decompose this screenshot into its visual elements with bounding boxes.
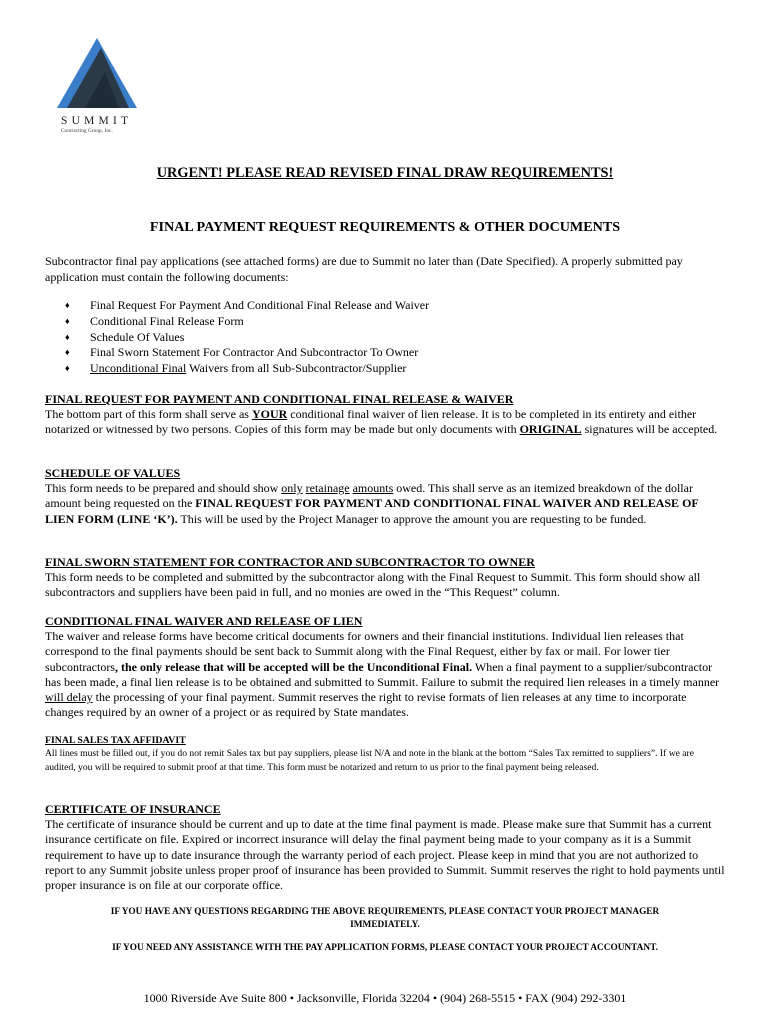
section-heading: FINAL SALES TAX AFFIDAVIT (45, 735, 186, 746)
intro-paragraph: Subcontractor final pay applications (see attached forms) are due to Summit no later than (Date Specified). A properly submitted pay application must contain the following documents: (45, 254, 683, 284)
section-heading: SCHEDULE OF VALUES (45, 466, 181, 480)
logo-name: SUMMIT (61, 115, 133, 127)
list-item: ♦ Final Request For Payment And Conditional Final Release and Waiver (65, 298, 430, 312)
diamond-bullet-icon: ♦ (65, 315, 70, 326)
section-schedule-of-values (45, 466, 725, 527)
summit-logo (55, 36, 145, 134)
section-heading: FINAL SWORN STATEMENT FOR CONTRACTOR AND SUBCONTRACTOR TO OWNER (45, 555, 535, 569)
footer-separator: • (432, 991, 438, 1005)
section-heading: CONDITIONAL FINAL WAIVER AND RELEASE OF LIEN (45, 614, 363, 628)
diamond-bullet-icon: ♦ (65, 363, 70, 374)
list-item: ♦ Final Sworn Statement For Contractor And Subcontractor To Owner (65, 345, 419, 360)
section-body: All lines must be filled out, if you do not remit Sales tax but pay suppliers, please list N/A and note in the blank at the bottom “Sales Tax remitted to suppliers”. If we are audited, you will be required to submit proof at that time. This form must be notarized and return to us prior to the final payment being released. (45, 748, 694, 773)
footer-fax: FAX (904) 292-3301 (525, 991, 627, 1005)
section-heading: CERTIFICATE OF INSURANCE (45, 802, 221, 816)
summit-triangle-logo-icon (55, 36, 145, 116)
footer-separator: • (289, 991, 294, 1005)
section-body: The bottom part of this form shall serve as YOUR conditional final waiver of lien release. It is to be completed in its entirety and either notarized or witnessed by two persons. Copies of this form may be made but only documents with ORIGINAL signatures will be accepted. (45, 407, 718, 437)
list-item: ♦ Schedule Of Values (65, 329, 185, 344)
footer-city: Jacksonville, Florida 32204 (296, 991, 430, 1005)
footer-phone: (904) 268-5515 (440, 991, 516, 1005)
footer-contact (0, 991, 770, 1006)
project-manager-note: IF YOU HAVE ANY QUESTIONS REGARDING THE ABOVE REQUIREMENTS, PLEASE CONTACT YOUR PROJECT MANAGER IMMEDIATELY. (110, 907, 660, 930)
section-sales-tax-affidavit (45, 734, 727, 774)
section-body: The certificate of insurance should be current and up to date at the time final payment is made. Please make sure that Summit has a current insurance certificate on file. Expired or incorrect insurance will delay the final payment being made to your company as it is a Summit requirement to have up to date insurance through the warranty period of each project. Please keep in mind that you are not authorized to report to any Summit jobsite unless proper proof of insurance has been provided to Summit. Summit reserves the right to hold payments until proper insurance is on file at our corporate office. (45, 817, 725, 893)
section-certificate-of-insurance (45, 802, 725, 893)
list-item: ♦ Conditional Final Release Form (65, 313, 244, 328)
section-final-request (45, 392, 725, 438)
section-body: This form needs to be completed and submitted by the subcontractor along with the Final Request to Summit. This form should show all subcontractors and suppliers have been paid in full, and no monies are owed in the “This Request” column. (45, 570, 701, 600)
section-sworn-statement (45, 555, 725, 601)
section-conditional-waiver (45, 614, 725, 720)
diamond-bullet-icon: ♦ (65, 347, 70, 358)
urgent-title: URGENT! PLEASE READ REVISED FINAL DRAW REQUIREMENTS! (156, 165, 614, 181)
section-body: The waiver and release forms have become critical documents for owners and their financial institutions. Individual lien releases that correspond to the final payments should be sent back to Summit along with the Final Request, either by fax or mail. For lower tier subcontractors, the only release that will be accepted will be the Unconditional Final. When a final payment to a supplier/subcontractor has been made, a final lien release is to be obtained and submitted to Summit. Failure to submit the required lien releases in a timely manner will delay the processing of your final payment. Summit reserves the right to revise formats of lien releases at any time to incorporate changes required by an owner of a project or as required by State mandates. (45, 629, 720, 720)
section-body: This form needs to be prepared and should show only retainage amounts owed. This shall serve as an itemized breakdown of the dollar amount being requested on the FINAL REQUEST FOR PAYMENT AND CONDITIONAL FINAL WAIVER AND RELEASE OF LIEN FORM (LINE ‘K’). This will be used by the Project Manager to approve the amount you are requesting to be funded. (45, 481, 699, 526)
required-documents-list (65, 298, 429, 377)
diamond-bullet-icon: ♦ (65, 300, 70, 310)
project-accountant-note: IF YOU NEED ANY ASSISTANCE WITH THE PAY APPLICATION FORMS, PLEASE CONTACT YOUR PROJECT ACCOUNTANT. (112, 943, 658, 953)
section-heading: FINAL REQUEST FOR PAYMENT AND CONDITIONAL FINAL RELEASE & WAIVER (45, 392, 514, 406)
logo-subtitle: Contracting Group, Inc. (61, 128, 113, 134)
list-item: ♦ Unconditional Final Waivers from all Sub-Subcontractor/Supplier (65, 361, 407, 376)
page-subtitle: FINAL PAYMENT REQUEST REQUIREMENTS & OTHER DOCUMENTS (149, 219, 621, 235)
diamond-bullet-icon: ♦ (65, 331, 70, 342)
footer-address: 1000 Riverside Ave Suite 800 (143, 991, 287, 1005)
footer-separator: • (518, 991, 523, 1005)
